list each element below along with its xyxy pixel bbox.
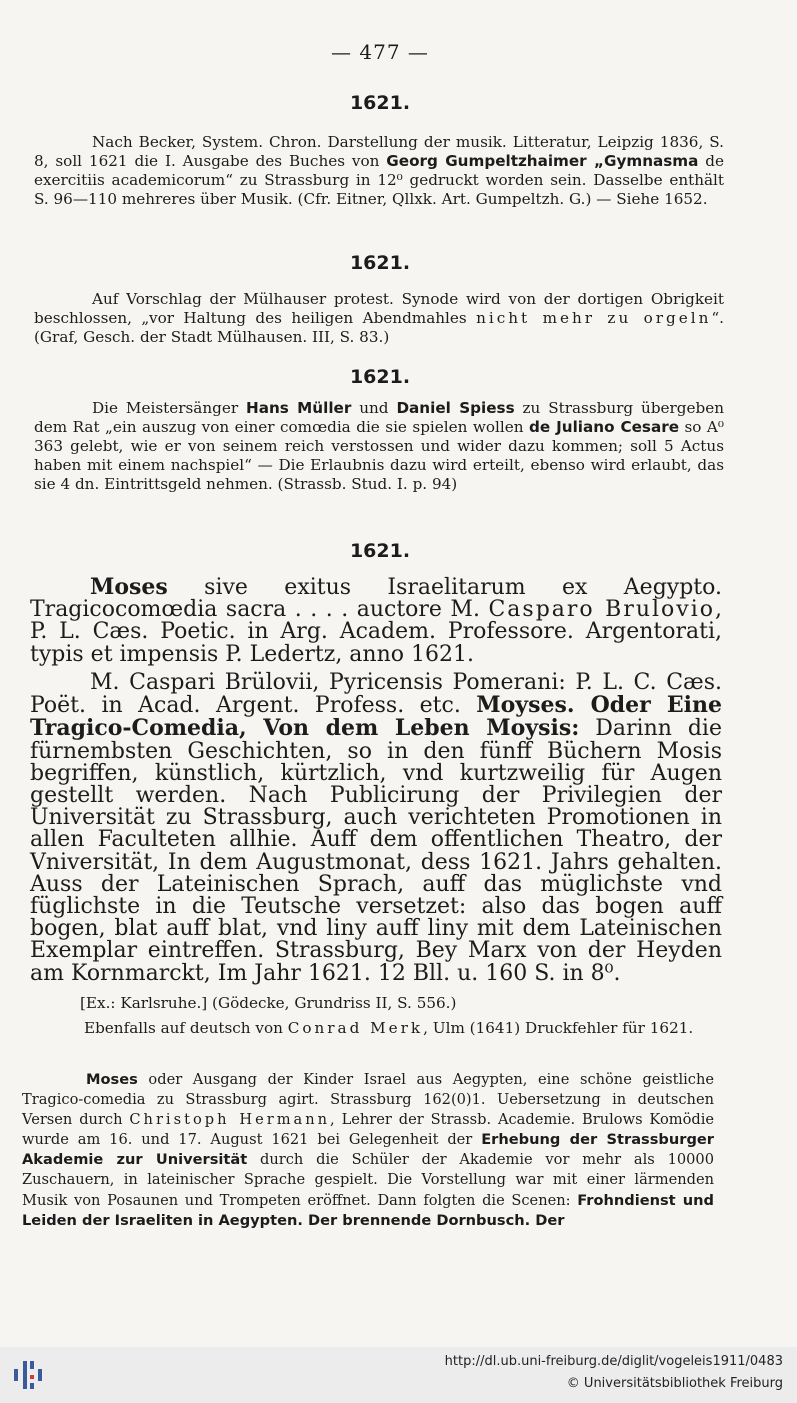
entry-merk: Ebenfalls auf deutsch von Conrad Merk, Ulm (1641) Druckfehler für 1621.: [84, 1019, 694, 1037]
footer-bar: [0, 1347, 797, 1403]
year-heading: 1621.: [349, 252, 411, 274]
reference-karlsruhe: [Ex.: Karlsruhe.] (Gödecke, Grundriss II, S. 556.): [80, 994, 457, 1012]
copyright-text: © Universitätsbibliothek Freiburg: [566, 1376, 783, 1391]
entry-meistersaenger: Die Meistersänger Hans Müller und Daniel Spiess zu Strassburg übergeben dem Rat „ein auszug von einer comœdia die sie spielen wollen de Juliano Cesare so A⁰ 363 gelebt, wie er von seinem reich verstossen und wider dazu kommen; soll 5 Actus haben mit einem nachspiel“ — Die Erlaubnis dazu wird erteilt, ebenso wird erlaubt, das sie 4 dn. Eintrittsgeld nehmen. (Strassb. Stud. I. p. 94): [34, 399, 724, 493]
source-url[interactable]: http://dl.ub.uni-freiburg.de/diglit/vogeleis1911/0483: [444, 1354, 783, 1369]
entry-muelhausen: Auf Vorschlag der Mülhauser protest. Synode wird von der dortigen Obrigkeit beschlossen, „vor Haltung des heiligen Abendmahles nicht mehr zu orgeln“. (Graf, Gesch. der Stadt Mülhausen. III, S. 83.): [34, 290, 724, 346]
page-number: — 477 —: [331, 40, 429, 64]
year-heading: 1621.: [349, 366, 411, 388]
year-heading: 1621.: [349, 540, 411, 562]
entry-moses-latin: Moses sive exitus Israelitarum ex Aegypto. Tragicocomœdia sacra . . . . auctore M. Casparo Brulovio, P. L. Cæs. Poetic. in Arg. Academ. Professore. Argentorati, typis et impensis P. Ledertz, anno 1621.: [30, 574, 722, 667]
entry-becker: Nach Becker, System. Chron. Darstellung der musik. Litteratur, Leipzig 1836, S. 8, soll 1621 die I. Ausgabe des Buches von Georg Gumpeltzhaimer „Gymnasma de exercitiis academicorum“ zu Strassburg in 12⁰ gedruckt worden sein. Dasselbe enthält S. 96—110 mehreres über Musik. (Cfr. Eitner, Qllxk. Art. Gumpeltzh. G.) — Siehe 1652.: [34, 133, 724, 208]
entry-moses-ausgang: Moses oder Ausgang der Kinder Israel aus Aegypten, eine schöne geistliche Tragico-comedia zu Strassburg agirt. Strassburg 162(0)1. Uebersetzung in deutschen Versen durch Christoph Hermann, Lehrer der Strassb. Academie. Brulows Komödie wurde am 16. und 17. August 1621 bei Gelegenheit der Erhebung der Strassburger Akademie zur Universität durch die Schüler der Akademie vor mehr als 10000 Zuschauern, in lateinischer Sprache gespielt. Die Vorstellung war mit einer lärmenden Musik von Posaunen und Trompeten eröffnet. Dann folgten die Scenen: Frohndienst und Leiden der Israeliten in Aegypten. Der brennende Dornbusch. Der: [22, 1071, 715, 1229]
library-logo-icon: [10, 1355, 50, 1395]
entry-moses-german: M. Caspari Brülovii, Pyricensis Pomerani: P. L. C. Cæs. Poët. in Acad. Argent. Profess. etc. Moyses. Oder Eine Tragico-Comedia, Von dem Leben Moysis: Darinn die fürnembsten Geschichten, so in den fünff Büchern Mosis begriffen, künstlich, kürtzlich, vnd kurtzweilig für Augen gestellt werden. Nach Publicirung der Privilegien der Universität zu Strassburg, auch verichteten Promotionen in allen Faculteten allhie. Auff dem offentlichen Theatro, der Vniversität, In dem Augustmonat, dess 1621. Jahrs gehalten. Auss der Lateinischen Sprach, auff das müglichste vnd füglichste in die Teutsche versetzet: also das bogen auff bogen, blat auff blat, vnd liny auff liny mit dem Lateinischen Exemplar eintreffen. Strassburg, Bey Marx von der Heyden am Kornmarckt, Im Jahr 1621. 12 Bll. u. 160 S. in 8⁰.: [30, 670, 722, 986]
year-heading: 1621.: [349, 92, 411, 114]
